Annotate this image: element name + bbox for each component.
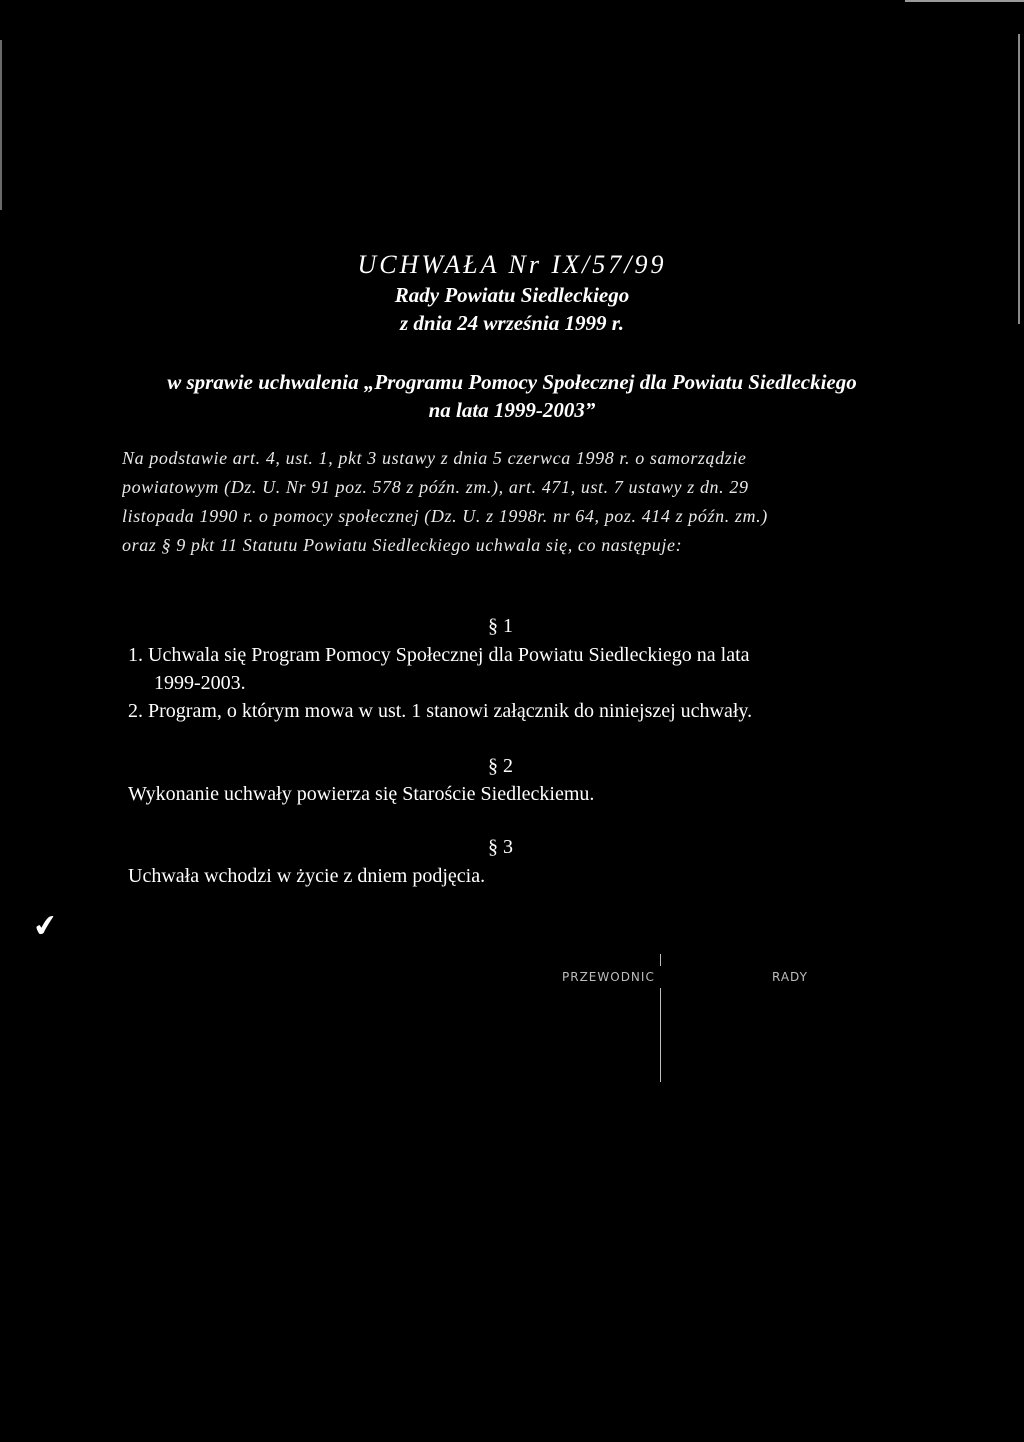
- resolution-title: UCHWAŁA Nr IX/57/99: [357, 250, 667, 279]
- section-3-text: Uchwała wchodzi w życie z dniem podjęcia.: [128, 865, 486, 887]
- signature-line: [660, 988, 661, 1082]
- scan-border-left: [0, 40, 2, 210]
- section-1-mark: § 1: [488, 615, 513, 637]
- checkmark-icon: ✔: [30, 907, 61, 946]
- signature-chairman-label: PRZEWODNIC: [562, 970, 655, 984]
- subject-line-2: na lata 1999-2003”: [428, 398, 596, 422]
- scan-border-right: [1018, 34, 1020, 324]
- preamble: [122, 444, 942, 560]
- preamble-line: listopada 1990 r. o pomocy społecznej (Dz. U. z 1998r. nr 64, poz. 414 z późn. zm.): [122, 506, 768, 526]
- signature-line-top: [660, 954, 661, 966]
- section-1-item-2: 2. Program, o którym mowa w ust. 1 stanowi załącznik do niniejszej uchwały.: [128, 700, 753, 722]
- council-name: Rady Powiatu Siedleckiego: [394, 283, 630, 307]
- preamble-line: powiatowym (Dz. U. Nr 91 poz. 578 z późn. zm.), art. 471, ust. 7 ustawy z dn. 29: [122, 477, 749, 497]
- preamble-line: oraz § 9 pkt 11 Statutu Powiatu Siedleckiego uchwala się, co następuje:: [122, 535, 683, 555]
- subject-line-1: w sprawie uchwalenia „Programu Pomocy Społecznej dla Powiatu Siedleckiego: [167, 370, 857, 394]
- resolution-date: z dnia 24 września 1999 r.: [399, 311, 625, 335]
- signature-council-label: RADY: [772, 970, 808, 984]
- preamble-line: Na podstawie art. 4, ust. 1, pkt 3 ustawy z dnia 5 czerwca 1998 r. o samorządzie: [122, 448, 747, 468]
- section-1-item-1-line-2: 1999-2003.: [154, 672, 246, 694]
- section-1-item-1-line-1: 1. Uchwala się Program Pomocy Społecznej dla Powiatu Siedleckiego na lata: [128, 644, 750, 666]
- section-3-mark: § 3: [488, 836, 513, 858]
- section-2-mark: § 2: [488, 755, 513, 777]
- section-2-text: Wykonanie uchwały powierza się Staroście Siedleckiemu.: [128, 783, 595, 805]
- scan-border-top: [905, 0, 1024, 2]
